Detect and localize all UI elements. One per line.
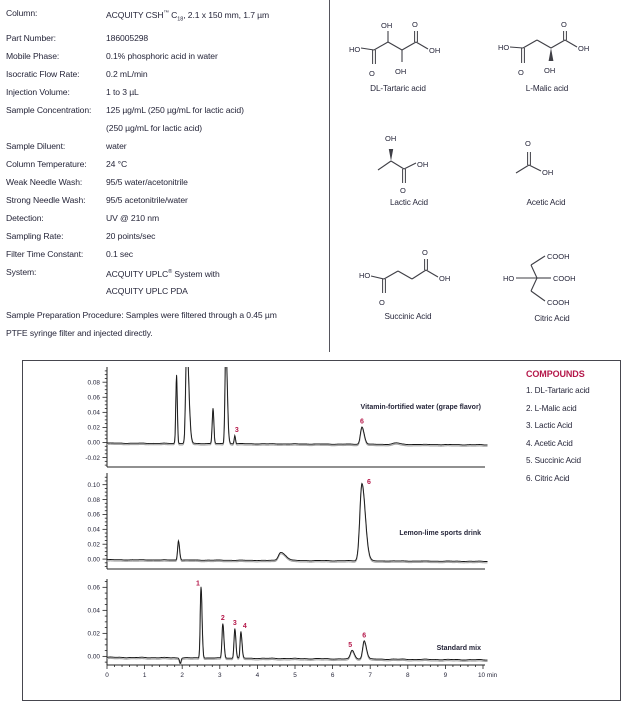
structure-cell — [355, 242, 461, 321]
sample-label: Vitamin-fortified water (grape flavor) — [360, 404, 481, 411]
condition-value: water — [106, 140, 127, 151]
atom-label: HO — [359, 271, 371, 280]
condition-row — [6, 83, 326, 101]
condition-label: Injection Volume: — [6, 86, 70, 97]
condition-value — [106, 4, 326, 29]
structure-label: Acetic Acid — [526, 198, 566, 207]
condition-value: 125 µg/mL (250 µg/mL for lactic acid) — [106, 104, 244, 115]
atom-label: OH — [439, 274, 451, 283]
atom-label: OH — [381, 21, 393, 30]
peak-number-label: 4 — [242, 622, 247, 630]
sample-prep-line2: PTFE syringe filter and injected directly. — [6, 328, 153, 338]
condition-row — [6, 101, 326, 119]
peak-number-label: 5 — [348, 641, 353, 649]
chromatogram-figure — [22, 360, 621, 701]
y-tick-label: 0.00 — [87, 556, 100, 564]
sample-prep-line1: Sample Preparation Procedure: Samples were filtered through a 0.45 µm — [6, 310, 277, 320]
peak-number-label: 6 — [362, 632, 367, 640]
y-tick-label: 0.00 — [87, 653, 100, 661]
atom-label: OH — [429, 46, 441, 55]
structure-drawing — [364, 128, 454, 196]
x-tick-label: 2 — [180, 672, 184, 679]
structure-drawing — [497, 14, 597, 82]
trace-shadow — [107, 588, 488, 665]
x-tick-label: 5 — [293, 672, 297, 679]
structure-label: Succinic Acid — [384, 312, 432, 321]
y-tick-label: 0.06 — [87, 584, 100, 592]
condition-value: UV @ 210 nm — [106, 212, 160, 223]
atom-label: COOH — [547, 298, 570, 307]
condition-value: 24 °C — [106, 158, 128, 169]
condition-row — [6, 29, 326, 47]
condition-value-part: , 2.1 x 150 mm, 1.7 µm — [183, 9, 270, 20]
condition-label: Sample Concentration: — [6, 104, 92, 115]
condition-row — [6, 227, 326, 245]
condition-value: 186005298 — [106, 32, 149, 43]
x-tick-label: 4 — [255, 672, 260, 679]
atom-label: HO — [349, 45, 361, 54]
structure-drawing — [502, 242, 602, 312]
structure-label: Citric Acid — [534, 314, 570, 323]
condition-row-continuation — [6, 119, 326, 137]
y-tick-label: 0.00 — [87, 439, 100, 447]
condition-label: Column: — [6, 8, 38, 18]
y-tick-label: -0.02 — [85, 454, 100, 462]
peak-number-label: 6 — [366, 478, 371, 486]
condition-row — [6, 263, 326, 283]
structure-label: L-Malic acid — [525, 84, 569, 93]
condition-label: Weak Needle Wash: — [6, 176, 83, 187]
atom-label: OH — [544, 66, 556, 75]
condition-value-part: ACQUITY CSH — [106, 9, 164, 20]
condition-label: Mobile Phase: — [6, 50, 60, 61]
structure-drawing — [358, 242, 458, 310]
trace-line — [107, 484, 488, 562]
trace-line — [107, 587, 488, 664]
x-tick-label: 3 — [218, 672, 222, 679]
legend-item: 5. Succinic Acid — [526, 456, 581, 465]
peak-number-label: 2 — [220, 615, 225, 623]
condition-value: 95/5 acetonitrile/water — [106, 194, 188, 205]
condition-row — [6, 209, 326, 227]
condition-label: Column Temperature: — [6, 158, 87, 169]
structure-label: DL-Tartaric acid — [370, 84, 426, 93]
atom-label: HO — [503, 274, 515, 283]
condition-value: 95/5 water/acetonitrile — [106, 176, 188, 187]
atom-label: HO — [498, 43, 510, 52]
compounds-legend — [526, 369, 618, 487]
condition-value: 0.1 sec — [106, 248, 134, 259]
column-divider — [329, 0, 330, 352]
condition-label: System: — [6, 266, 37, 277]
condition-row-continuation — [6, 282, 326, 300]
atom-label: OH — [542, 168, 554, 177]
condition-value-part: ® — [168, 268, 173, 275]
atom-label: O — [561, 20, 567, 29]
condition-row — [6, 4, 326, 29]
condition-value: (250 µg/mL for lactic acid) — [106, 122, 203, 133]
condition-label: Filter Time Constant: — [6, 248, 84, 259]
condition-label: Detection: — [6, 212, 44, 223]
condition-label: Sample Diluent: — [6, 140, 66, 151]
x-tick-label: 8 — [406, 672, 410, 679]
condition-value-part: System with — [172, 268, 220, 279]
chromatogram-panel-3 — [23, 579, 617, 691]
legend-items — [526, 382, 618, 487]
legend-title: COMPOUNDS — [526, 369, 585, 379]
peak-number-label: 3 — [232, 619, 237, 627]
condition-value-part: ™ — [163, 10, 169, 16]
legend-item: 3. Lactic Acid — [526, 421, 573, 430]
structure-drawing — [501, 128, 591, 196]
conditions-table — [6, 4, 326, 300]
condition-value: 20 points/sec — [106, 230, 156, 241]
atom-label: O — [525, 139, 531, 148]
x-tick-label: 1 — [142, 672, 147, 679]
condition-label-empty — [6, 282, 106, 300]
condition-value — [106, 263, 326, 283]
structure-cell — [493, 128, 599, 207]
legend-item: 1. DL-Tartaric acid — [526, 386, 590, 395]
sample-label: Lemon-lime sports drink — [399, 530, 481, 537]
condition-label-empty — [6, 119, 106, 137]
y-tick-label: 0.02 — [87, 424, 100, 432]
atom-label: O — [518, 68, 524, 77]
trace-shadow — [107, 485, 488, 563]
legend-item: 4. Acetic Acid — [526, 438, 573, 448]
structure-cell — [494, 14, 600, 93]
y-tick-label: 0.08 — [87, 496, 100, 504]
chromatogram-panel-2 — [23, 473, 617, 571]
x-tick-label: 0 — [105, 672, 109, 679]
atom-label: COOH — [553, 274, 576, 283]
condition-row — [6, 65, 326, 83]
x-tick-label: 9 — [443, 672, 448, 679]
condition-value-part: C — [168, 9, 178, 20]
condition-row — [6, 245, 326, 263]
condition-value: 1 to 3 µL — [106, 86, 139, 97]
atom-label: O — [400, 186, 406, 195]
atom-label: O — [412, 20, 418, 29]
atom-label: O — [379, 298, 385, 307]
legend-item: 2. L-Malic acid — [526, 403, 577, 413]
legend-item: 6. Citric Acid — [526, 473, 570, 483]
structure-cell — [356, 128, 462, 207]
atom-label: OH — [395, 67, 407, 76]
peak-number-label: 6 — [359, 418, 364, 426]
atom-label: OH — [578, 44, 590, 53]
y-tick-label: 0.06 — [87, 394, 100, 402]
condition-label: Sampling Rate: — [6, 230, 64, 241]
condition-row — [6, 137, 326, 155]
y-tick-label: 0.02 — [87, 630, 100, 638]
y-tick-label: 0.10 — [87, 481, 100, 489]
y-tick-label: 0.06 — [87, 511, 100, 519]
condition-label: Part Number: — [6, 32, 56, 43]
condition-value-part: ACQUITY UPLC — [106, 268, 169, 279]
y-tick-label: 0.08 — [87, 379, 100, 387]
condition-row — [6, 173, 326, 191]
y-tick-label: 0.02 — [87, 541, 100, 549]
peak-number-label: 1 — [196, 580, 200, 588]
atom-label: O — [369, 69, 375, 78]
condition-row — [6, 47, 326, 65]
sample-label: Standard mix — [436, 645, 481, 652]
condition-label: Strong Needle Wash: — [6, 194, 86, 205]
condition-value: 0.1% phosphoric acid in water — [106, 50, 218, 61]
structure-drawing — [348, 14, 448, 82]
condition-value: ACQUITY UPLC PDA — [106, 286, 188, 297]
x-tick-label: 10 min — [478, 672, 498, 679]
condition-row — [6, 155, 326, 173]
atom-label: O — [422, 248, 428, 257]
condition-row — [6, 191, 326, 209]
y-tick-label: 0.04 — [87, 409, 100, 417]
y-tick-label: 0.04 — [87, 607, 100, 615]
peak-number-label: 3 — [234, 427, 239, 435]
structure-cell — [345, 14, 451, 93]
atom-label: OH — [417, 160, 429, 169]
structure-label: Lactic Acid — [389, 198, 429, 207]
condition-value: 0.2 mL/min — [106, 68, 148, 79]
x-tick-label: 6 — [330, 672, 335, 679]
y-tick-label: 0.04 — [87, 526, 100, 534]
x-tick-label: 7 — [368, 672, 372, 679]
condition-label: Isocratic Flow Rate: — [6, 68, 80, 79]
condition-value-part: 18 — [177, 16, 184, 23]
structure-cell — [499, 242, 605, 323]
atom-label: OH — [385, 134, 397, 143]
sample-prep-note — [6, 306, 326, 342]
atom-label: COOH — [547, 252, 570, 261]
